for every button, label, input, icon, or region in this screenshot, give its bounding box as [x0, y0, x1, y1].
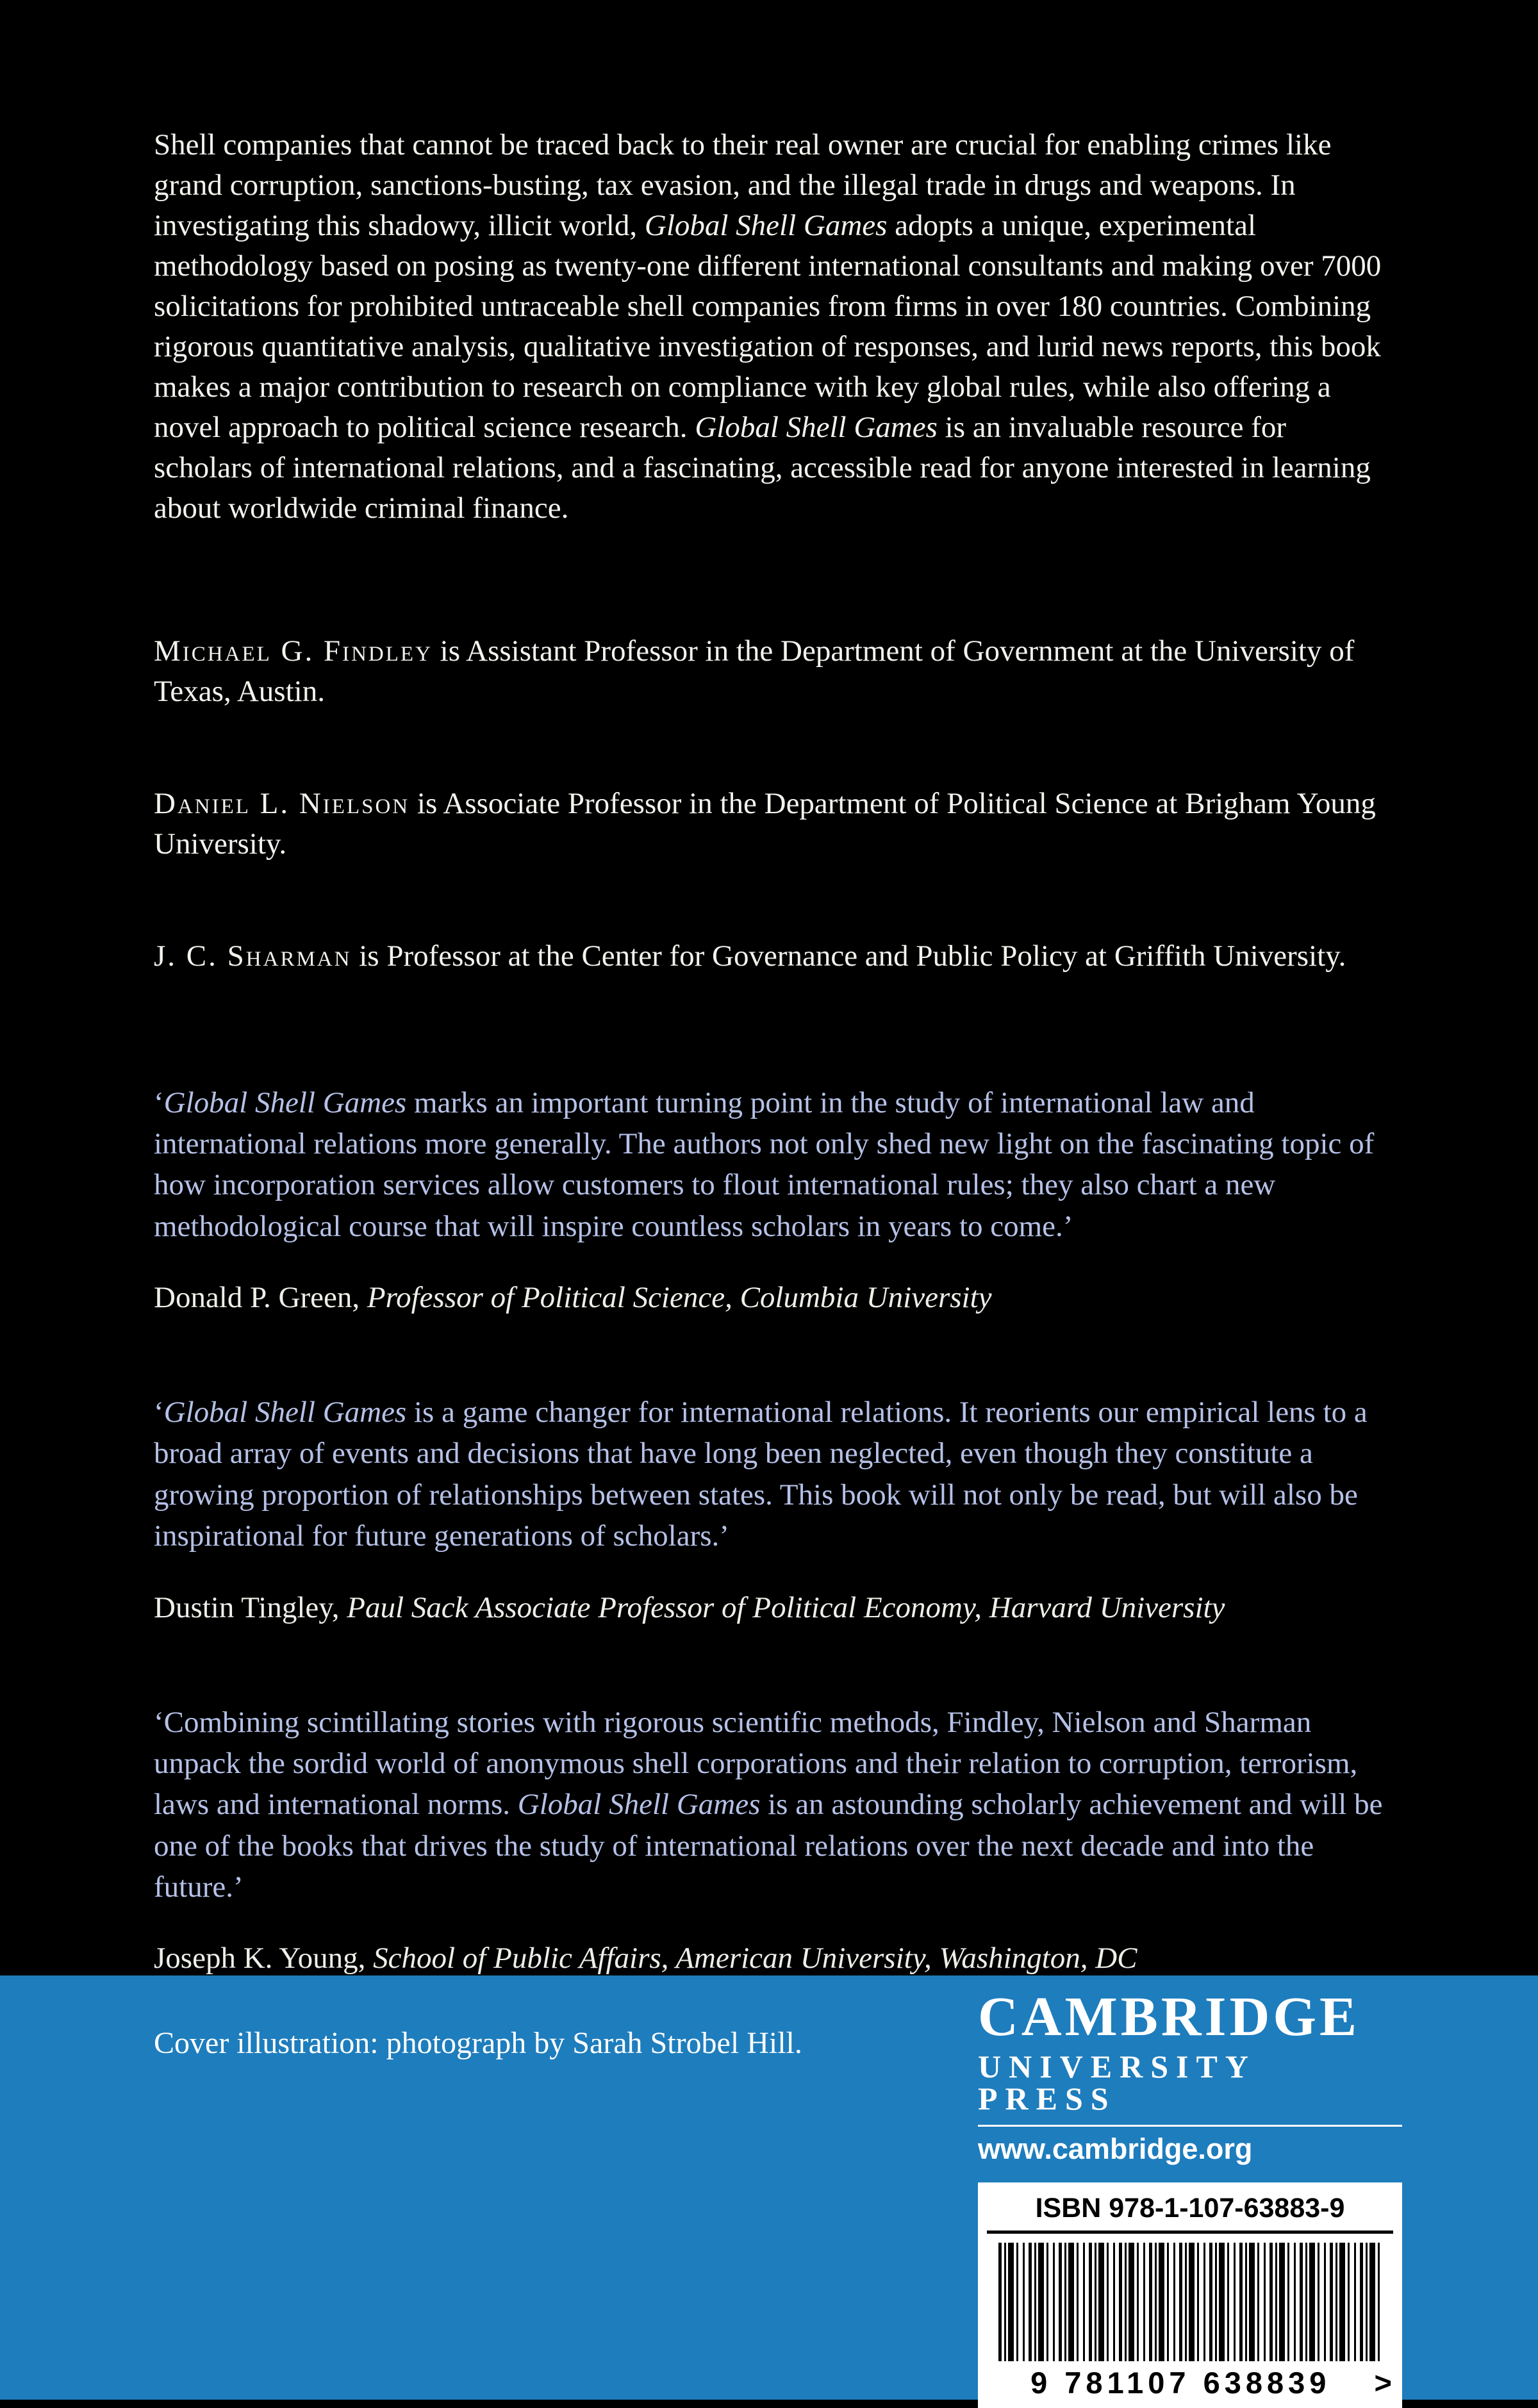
endorsement-quotes [154, 1082, 1387, 1976]
endorsement-quote-3: ‘Combining scintillating stories with rigorous scientific methods, Findley, Nielson and Sharman unpack the sordid world of anonymous shell corporations and their relation to corruption, terrorism, laws and international norms. Global Shell Games is an astounding scholarly achievement and will be one of the books that drives the study of international relations over the next decade and into the future.’ [154, 1705, 1383, 1904]
isbn-digits: 9 781107 638839 [1030, 2366, 1331, 2400]
isbn-label: ISBN 978-1-107-63883-9 [987, 2188, 1393, 2234]
endorsement-quote-1: ‘Global Shell Games marks an important turning point in the study of international law and international relations more generally. The authors not only shed new light on the fascinating topic of how incorporation services allow customers to flout international rules; they also chart a new methodological course that will inspire countless scholars in years to come.’ [154, 1085, 1375, 1243]
back-cover-blurb: Shell companies that cannot be traced back to their real owner are crucial for enabling crimes like grand corruption, sanctions-busting, tax evasion, and the illegal trade in drugs and weapons. In investigating this shadowy, illicit world, Global Shell Games adopts a unique, experimental methodology based on posing as twenty-one different international consultants and making over 7000 solicitations for prohibited untraceable shell companies from firms in over 180 countries. Combining rigorous quantitative analysis, qualitative investigation of responses, and lurid news reports, this book makes a major contribution to research on compliance with key global rules, while also offering a novel approach to political science research. Global Shell Games is an invaluable resource for scholars of international relations, and a fascinating, accessible read for anyone interested in learning about worldwide criminal finance. [154, 128, 1382, 525]
author-bio-findley: Michael G. Findley is Assistant Professor in the Department of Government at the University of Texas, Austin. [154, 634, 1355, 708]
endorsement-block-3 [154, 1702, 1387, 1976]
author-bio-sharman: J. C. Sharman is Professor at the Center for Governance and Public Policy at Griffith University. [154, 939, 1346, 973]
author-bios [154, 631, 1387, 977]
publisher-website: www.cambridge.org [978, 2132, 1253, 2166]
barcode-arrow: > [1374, 2366, 1392, 2400]
university-press-wordmark: UNIVERSITY PRESS [978, 2049, 1255, 2117]
publisher-block [978, 1985, 1402, 2408]
isbn-digits-row [987, 2365, 1393, 2400]
endorsement-block-2 [154, 1392, 1387, 1625]
isbn-box [978, 2182, 1402, 2408]
barcode-icon [998, 2243, 1382, 2361]
endorsement-block-1 [154, 1082, 1387, 1315]
endorsement-quote-2: ‘Global Shell Games is a game changer for international relations. It reorients our empirical lens to a broad array of events and decisions that have long been neglected, even though they constitute a growing proportion of relationships between states. This book will not only be read, but will also be inspirational for future generations of scholars.’ [154, 1396, 1368, 1553]
publisher-divider [978, 2125, 1402, 2127]
footer-band [0, 1975, 1538, 2400]
quote-attribution-1: Donald P. Green, Professor of Political Science, Columbia University [154, 1281, 992, 1315]
cambridge-wordmark: CAMBRIDGE [978, 1985, 1360, 2048]
quote-attribution-3: Joseph K. Young, School of Public Affairs, American University, Washington, DC [154, 1942, 1137, 1975]
author-bio-nielson: Daniel L. Nielson is Associate Professor in the Department of Political Science at Brigham Young University. [154, 786, 1376, 861]
quote-attribution-2: Dustin Tingley, Paul Sack Associate Professor of Political Economy, Harvard University [154, 1590, 1225, 1624]
cover-credit: Cover illustration: photograph by Sarah Strobel Hill. [154, 2026, 802, 2061]
